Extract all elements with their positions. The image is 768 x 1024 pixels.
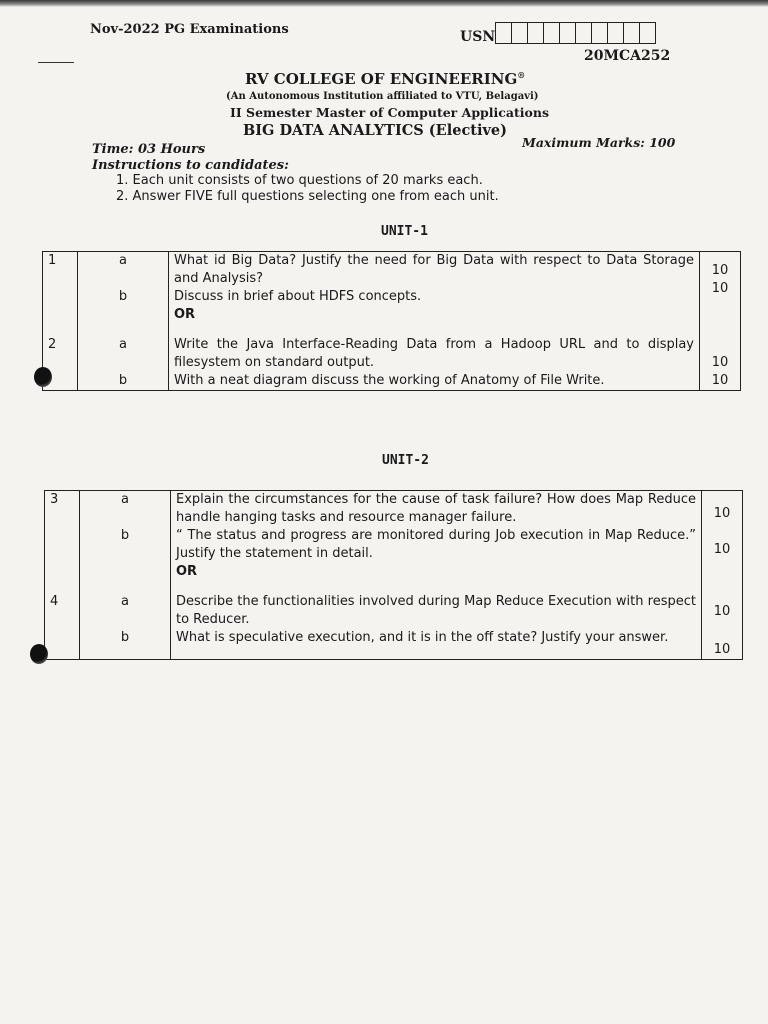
usn-boxes[interactable] [495, 22, 656, 44]
question-part-text: What is speculative execution, and it is in the off state? Justify your answer. [176, 630, 669, 645]
question-part-text: With a neat diagram discuss the working of Anatomy of File Write. [174, 373, 605, 388]
question-part-text: Describe the functionalities involved during Map Reduce Execution with respect to Reducer. [176, 594, 696, 627]
marks [700, 336, 741, 391]
part-label [78, 252, 169, 307]
question-row [45, 491, 743, 564]
or-separator: OR [171, 563, 702, 593]
question-row [45, 593, 743, 660]
question-text [171, 593, 702, 660]
part-label-text: b [118, 289, 128, 304]
marks [702, 491, 743, 564]
marks-value: 10 [713, 542, 731, 557]
part-label-text: b [120, 528, 130, 543]
usn-digit-box[interactable] [544, 23, 560, 43]
part-label [80, 491, 171, 564]
usn-digit-box[interactable] [608, 23, 624, 43]
unit-2-question-table [44, 490, 743, 660]
maximum-marks: Maximum Marks: 100 [522, 135, 676, 150]
marks [700, 252, 741, 307]
marks-value: 10 [711, 263, 729, 278]
college-name-text: RV COLLEGE OF ENGINEERING [245, 70, 518, 88]
part-label [78, 336, 169, 391]
or-row [43, 306, 741, 336]
part-label-text: b [120, 630, 130, 645]
usn-digit-box[interactable] [576, 23, 592, 43]
unit-heading: UNIT-1 [381, 224, 428, 239]
marks-value: 10 [713, 506, 731, 521]
question-part-text: “ The status and progress are monitored during Job execution in Map Reduce.” Justify the statement in detail. [176, 528, 696, 561]
question-part-text: What id Big Data? Justify the need for Big Data with respect to Data Storage and Analysis? [174, 253, 694, 286]
question-text [169, 336, 700, 391]
marks-value: 10 [713, 642, 731, 657]
semester: II Semester Master of Computer Applications [230, 105, 549, 120]
part-label-text: a [121, 492, 129, 507]
unit-heading: UNIT-2 [382, 453, 429, 468]
question-row [43, 252, 741, 307]
course-code: 20MCA252 [584, 48, 671, 64]
question-text [169, 252, 700, 307]
photo-edge-shadow [0, 0, 768, 7]
question-text [171, 491, 702, 564]
marks-value: 10 [711, 281, 729, 296]
subject-title: BIG DATA ANALYTICS (Elective) [243, 122, 507, 139]
usn-label: USN [460, 29, 496, 45]
question-number: 3 [45, 491, 80, 594]
marks [702, 593, 743, 660]
usn-digit-box[interactable] [640, 23, 655, 43]
margin-dash [38, 62, 74, 63]
usn-digit-box[interactable] [496, 23, 512, 43]
marks-value: 10 [711, 373, 729, 388]
instruction-item: 2. Answer FIVE full questions selecting one from each unit. [116, 189, 499, 204]
part-label-text: b [118, 373, 128, 388]
part-label-text: a [121, 594, 129, 609]
registered-mark: ® [517, 70, 526, 80]
college-name [245, 70, 525, 88]
question-number: 4 [45, 593, 80, 660]
exam-session: Nov-2022 PG Examinations [90, 22, 289, 37]
marks-value: 10 [713, 604, 731, 619]
or-row [45, 563, 743, 593]
question-part-text: Discuss in brief about HDFS concepts. [174, 289, 422, 304]
question-part-text: Write the Java Interface-Reading Data from a Hadoop URL and to display filesystem on standard output. [174, 337, 694, 370]
question-number: 2 [43, 336, 78, 391]
exam-duration: Time: 03 Hours [92, 142, 206, 157]
usn-digit-box[interactable] [512, 23, 528, 43]
question-part-text: Explain the circumstances for the cause of task failure? How does Map Reduce handle hanging tasks and resource manager failure. [176, 492, 696, 525]
part-label [80, 593, 171, 660]
marks-value: 10 [711, 355, 729, 370]
question-row [43, 336, 741, 391]
punch-hole [30, 644, 48, 664]
or-separator: OR [169, 306, 700, 336]
usn-digit-box[interactable] [592, 23, 608, 43]
affiliation: (An Autonomous Institution affiliated to VTU, Belagavi) [226, 91, 539, 102]
part-label-text: a [119, 337, 127, 352]
instruction-item: 1. Each unit consists of two questions of 20 marks each. [116, 173, 483, 188]
unit-1-question-table [42, 251, 741, 391]
usn-digit-box[interactable] [624, 23, 640, 43]
usn-digit-box[interactable] [560, 23, 576, 43]
part-label-text: a [119, 253, 127, 268]
usn-digit-box[interactable] [528, 23, 544, 43]
punch-hole [34, 367, 52, 387]
question-number: 1 [43, 252, 78, 337]
instructions-heading: Instructions to candidates: [92, 158, 289, 173]
